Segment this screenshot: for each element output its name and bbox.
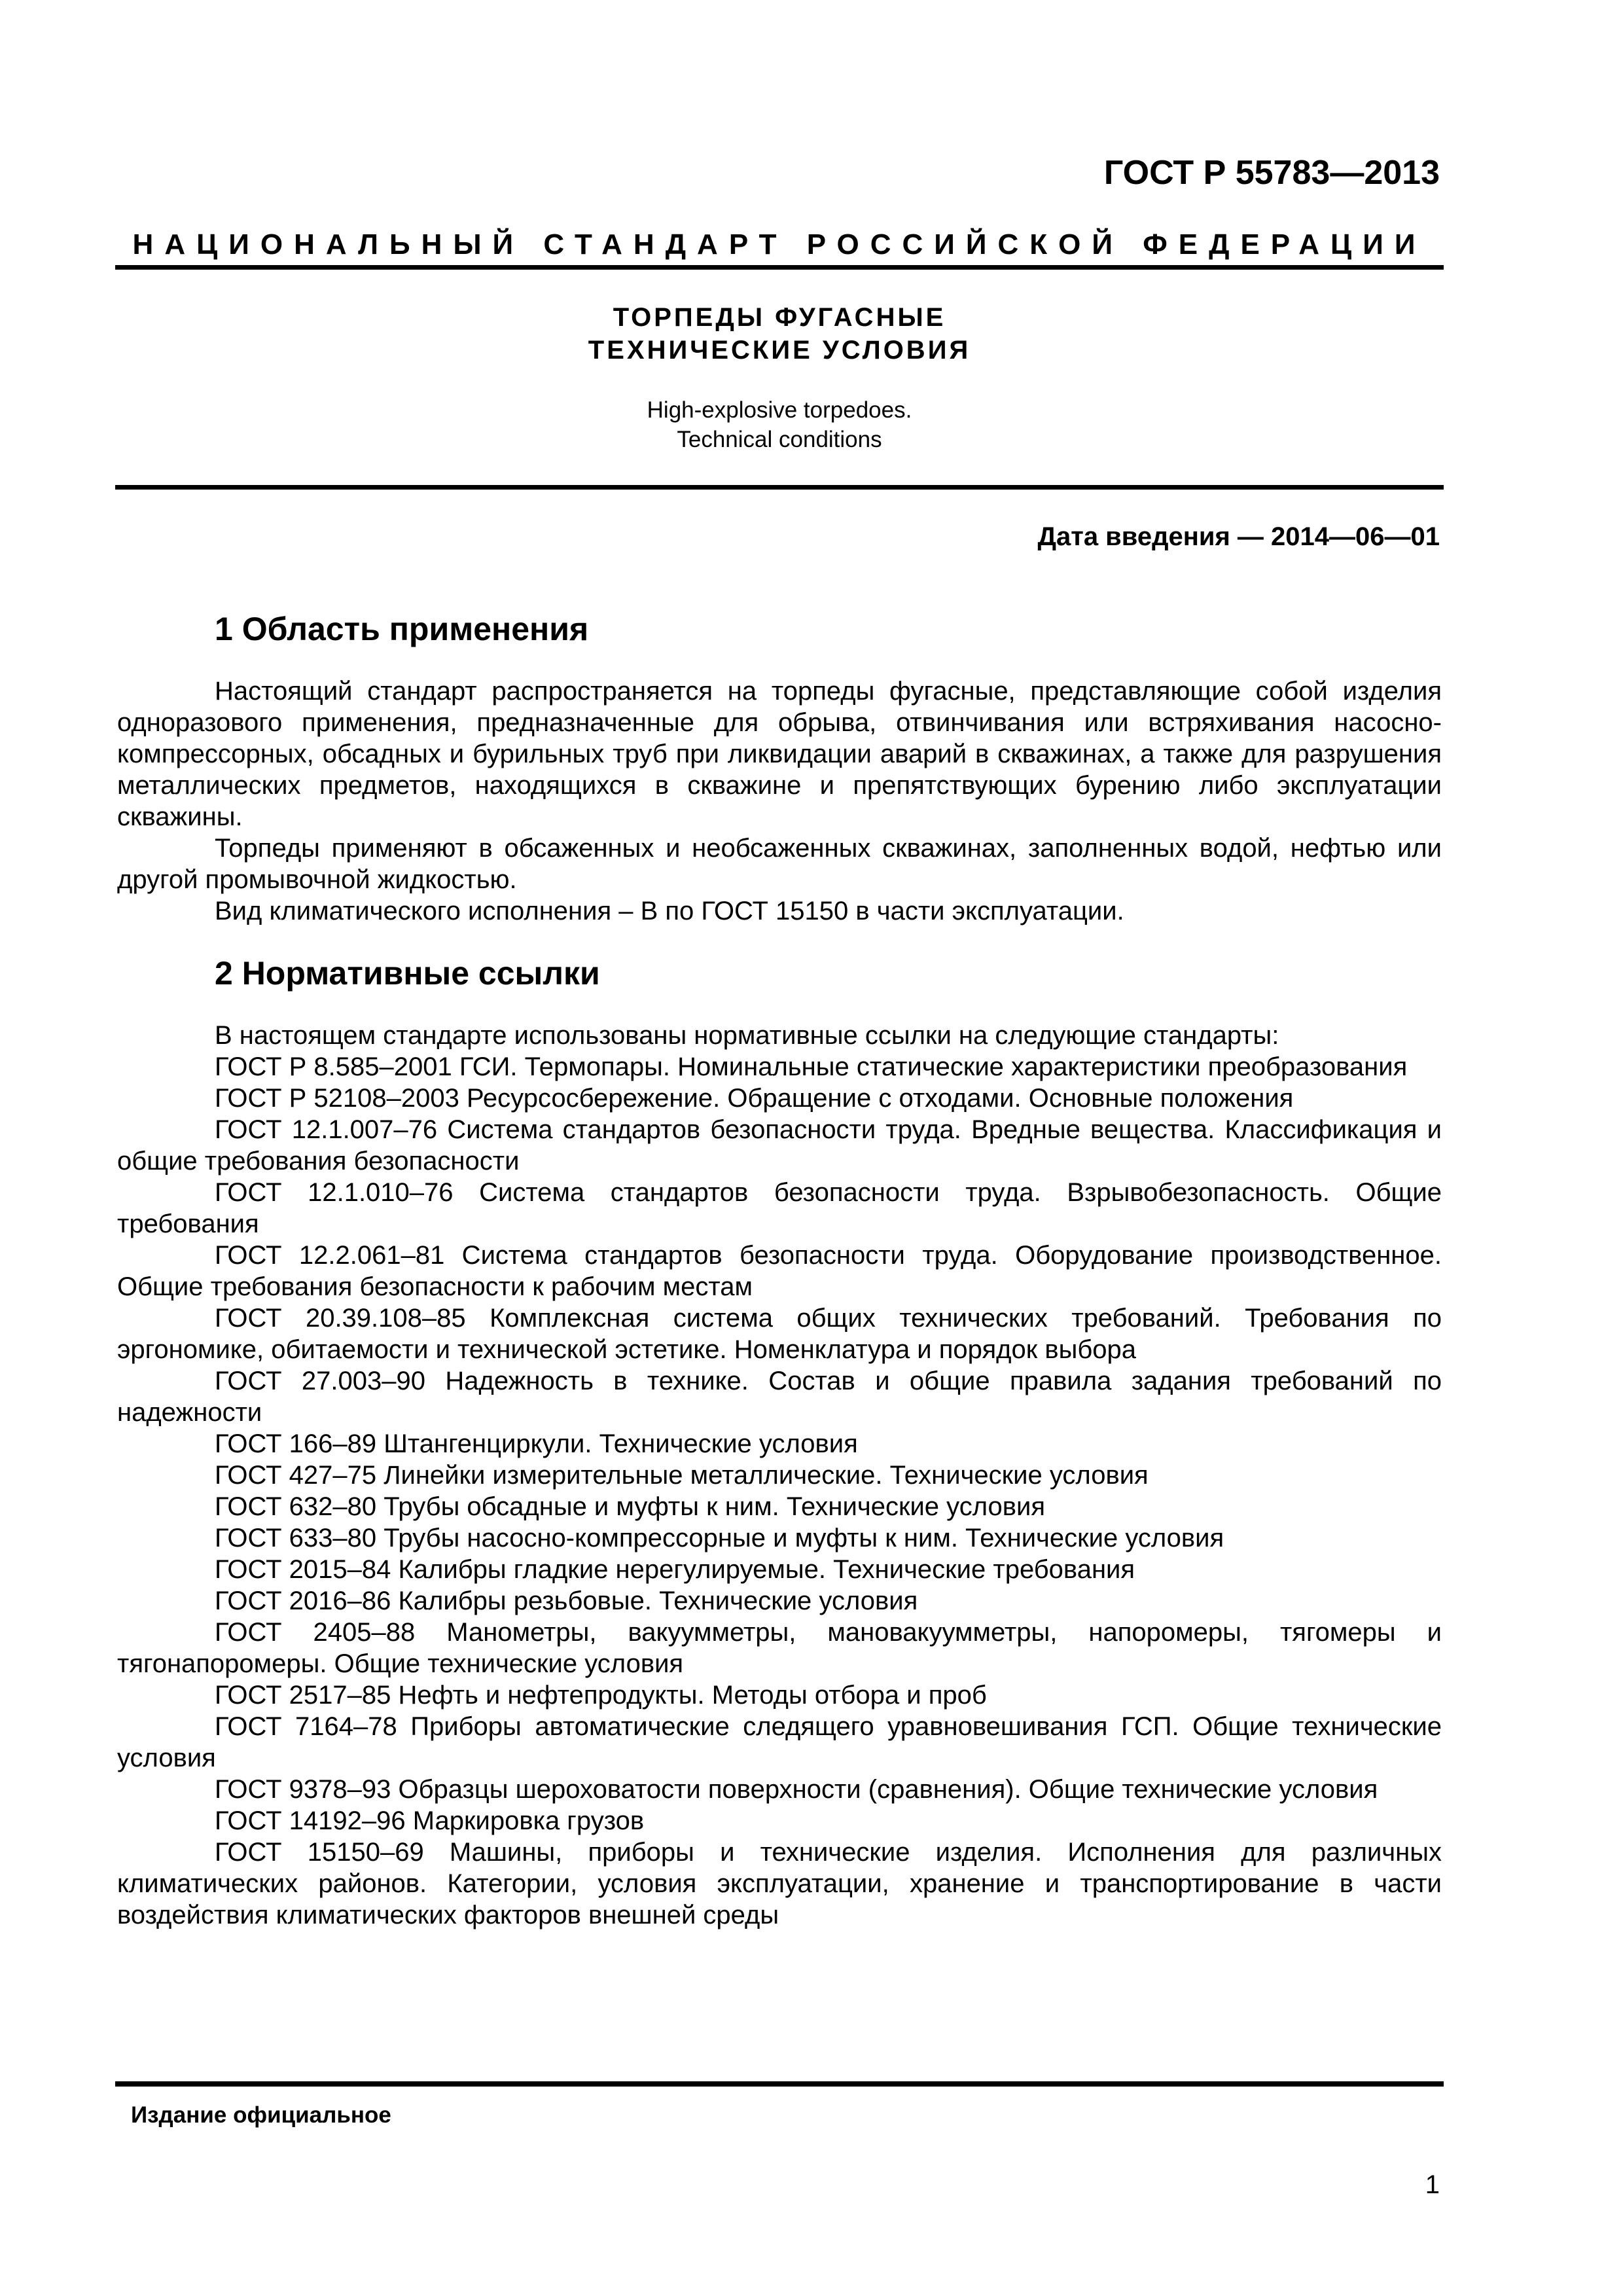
- reference-item: ГОСТ 9378–93 Образцы шероховатости поверхности (сравнения). Общие технические условия: [215, 1775, 1378, 1804]
- reference-item: ГОСТ 12.2.061–81 Система стандартов безопасности труда. Оборудование производственное. Общие требования безопасности к рабочим местам: [117, 1241, 1442, 1301]
- reference-item: ГОСТ 14192–96 Маркировка грузов: [215, 1806, 645, 1835]
- reference-item: ГОСТ 12.1.010–76 Система стандартов безопасности труда. Взрывобезопасность. Общие требования: [117, 1178, 1442, 1238]
- reference-item: ГОСТ 2015–84 Калибры гладкие нерегулируемые. Технические требования: [215, 1555, 1135, 1584]
- document-title: [115, 301, 1444, 367]
- reference-item: ГОСТ 166–89 Штангенциркули. Технические условия: [215, 1429, 858, 1458]
- page-number: 1: [1425, 2170, 1440, 2199]
- section-1-paragraph: Вид климатического исполнения – В по ГОСТ 15150 в части эксплуатации.: [215, 897, 1124, 925]
- reference-item: ГОСТ 15150–69 Машины, приборы и технические изделия. Исполнения для различных климатических районов. Категории, условия эксплуатации, хранение и транспортирование в части воздействия климатических факторов внешней среды: [117, 1838, 1442, 1929]
- title-line-1: ТОРПЕДЫ ФУГАСНЫЕ: [613, 303, 946, 332]
- national-standard-heading: НАЦИОНАЛЬНЫЙ СТАНДАРТ РОССИЙСКОЙ ФЕДЕРАЦИИ: [132, 228, 1427, 260]
- section-1-paragraph: Торпеды применяют в обсаженных и необсаженных скважинах, заполненных водой, нефтью или другой промывочной жидкостью.: [117, 834, 1442, 894]
- subtitle-line-2: Technical conditions: [677, 427, 882, 452]
- reference-item: ГОСТ 2517–85 Нефть и нефтепродукты. Методы отбора и проб: [215, 1681, 987, 1710]
- title-line-2: ТЕХНИЧЕСКИЕ УСЛОВИЯ: [588, 336, 971, 365]
- reference-item: ГОСТ 2405–88 Манометры, вакуумметры, мановакуумметры, напоромеры, тягомеры и тягонапоромеры. Общие технические условия: [117, 1618, 1442, 1678]
- introduction-date: Дата введения — 2014—06—01: [1037, 522, 1440, 551]
- reference-item: ГОСТ 7164–78 Приборы автоматические следящего уравновешивания ГСП. Общие технические условия: [117, 1712, 1442, 1772]
- reference-item: ГОСТ Р 52108–2003 Ресурсосбережение. Обращение с отходами. Основные положения: [215, 1084, 1294, 1113]
- reference-item: ГОСТ 633–80 Трубы насосно-компрессорные и муфты к ним. Технические условия: [215, 1524, 1224, 1552]
- reference-item: ГОСТ 427–75 Линейки измерительные металлические. Технические условия: [215, 1461, 1149, 1490]
- reference-item: ГОСТ 2016–86 Калибры резьбовые. Технические условия: [215, 1587, 918, 1615]
- section-1-paragraph: Настоящий стандарт распространяется на торпеды фугасные, представляющие собой изделия одноразового применения, предназначенные для обрыва, отвинчивания или встряхивания насосно-компрессорных, обсадных и бурильных труб при ликвидации аварий в скважинах, а также для разрушения металлических предметов, находящихся в скважине и препятствующих бурению либо эксплуатации скважины.: [117, 677, 1442, 831]
- official-edition-label: Издание официальное: [131, 2102, 391, 2128]
- reference-item: ГОСТ 20.39.108–85 Комплексная система общих технических требований. Требования по эргономике, обитаемости и технической эстетике. Номенклатура и порядок выбора: [117, 1304, 1442, 1364]
- footer-divider: [115, 2081, 1444, 2087]
- document-body: [117, 609, 1442, 1931]
- header-divider: [115, 265, 1444, 270]
- title-divider: [115, 485, 1444, 490]
- reference-item: ГОСТ 12.1.007–76 Система стандартов безопасности труда. Вредные вещества. Классификация и общие требования безопасности: [117, 1115, 1442, 1175]
- section-2-intro: В настоящем стандарте использованы нормативные ссылки на следующие стандарты:: [215, 1021, 1279, 1050]
- section-1-heading: 1 Область применения: [215, 611, 589, 647]
- reference-item: ГОСТ 27.003–90 Надежность в технике. Состав и общие правила задания требований по надежности: [117, 1367, 1442, 1427]
- reference-item: ГОСТ 632–80 Трубы обсадные и муфты к ним. Технические условия: [215, 1492, 1045, 1521]
- document-subtitle: [115, 395, 1444, 454]
- subtitle-line-1: High-explosive torpedoes.: [647, 397, 912, 423]
- document-number: ГОСТ Р 55783—2013: [1103, 154, 1440, 192]
- reference-item: ГОСТ Р 8.585–2001 ГСИ. Термопары. Номинальные статические характеристики преобразования: [215, 1052, 1408, 1081]
- section-2-heading: 2 Нормативные ссылки: [215, 955, 600, 992]
